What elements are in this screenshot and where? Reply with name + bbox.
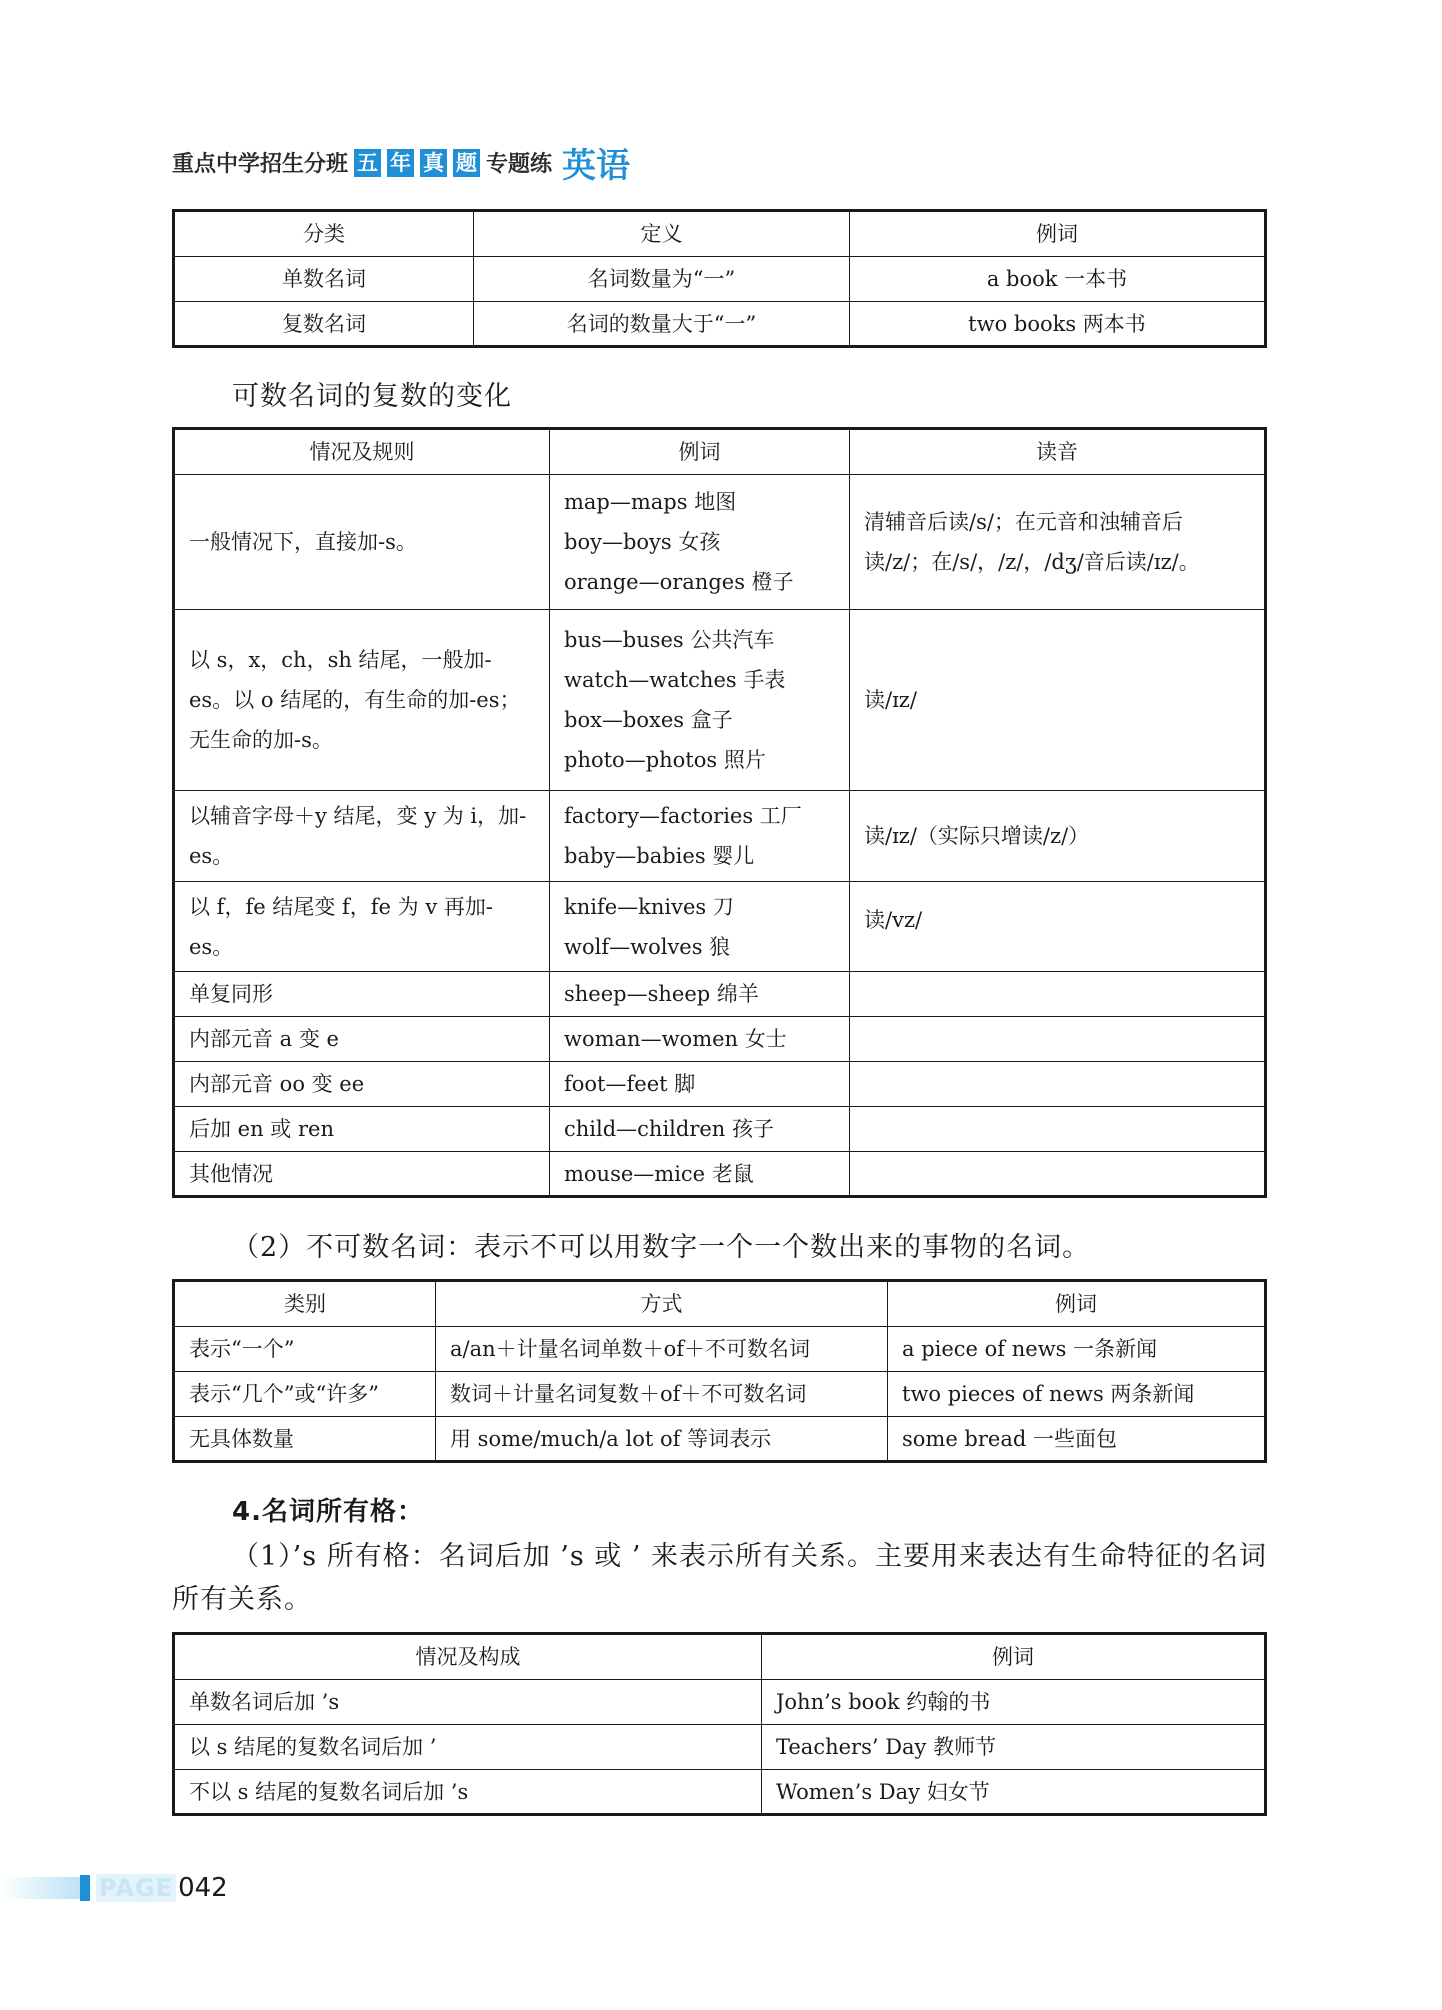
example-word: knife—knives 刀 (564, 894, 734, 919)
footer-accent-mark (80, 1875, 90, 1901)
table-cell: Women’s Day 妇女节 (762, 1770, 1266, 1815)
plural-rules-table (172, 427, 1267, 1198)
example-word: watch—watches 手表 (564, 668, 786, 692)
pronunciation-cell (850, 972, 1266, 1017)
pronunciation-cell: 读/ɪz/ (850, 610, 1266, 791)
table-cell: 用 some/much/a lot of 等词表示 (436, 1417, 888, 1462)
pronunciation-cell (850, 1017, 1266, 1062)
table-header-cell: 类别 (174, 1281, 436, 1327)
rule-cell: 内部元音 a 变 e (174, 1017, 550, 1062)
table-row (174, 1327, 1266, 1372)
table-header-cell: 读音 (850, 429, 1266, 475)
page-header (172, 138, 630, 187)
table-row (174, 475, 1266, 610)
rule-cell: 其他情况 (174, 1152, 550, 1197)
uncountable-section-title: （2）不可数名词：表示不可以用数字一个一个数出来的事物的名词。 (232, 1232, 1091, 1263)
table-header-cell: 例词 (550, 429, 850, 475)
example-word: factory—factories 工厂 (564, 804, 802, 828)
table-row (174, 972, 1266, 1017)
table-row (174, 302, 1266, 347)
table-header-cell: 情况及构成 (174, 1634, 762, 1680)
example-word: box—boxes 盒子 (564, 708, 733, 732)
table-row (174, 882, 1266, 972)
example-word: baby—babies 婴儿 (564, 844, 755, 868)
rule-cell: 以 s，x，ch，sh 结尾，一般加-es。以 o 结尾的，有生命的加-es；无生命的加-s。 (174, 610, 550, 791)
table-cell: two books 两本书 (850, 302, 1266, 347)
table-row (174, 1417, 1266, 1462)
table-cell: 不以 s 结尾的复数名词后加 ’s (174, 1770, 762, 1815)
table-row (174, 1017, 1266, 1062)
possessive-table (172, 1632, 1267, 1816)
examples-cell (550, 610, 850, 791)
page-footer (0, 1874, 228, 1902)
plural-section-title: 可数名词的复数的变化 (232, 381, 512, 412)
rule-cell: 以辅音字母＋y 结尾，变 y 为 i，加-es。 (174, 791, 550, 882)
table-cell: 数词＋计量名词复数＋of＋不可数名词 (436, 1372, 888, 1417)
header-box-3: 真 (420, 149, 447, 177)
footer-gradient-bar (0, 1877, 80, 1899)
table-row (174, 1680, 1266, 1725)
table-row (174, 1372, 1266, 1417)
rule-cell: 内部元音 oo 变 ee (174, 1062, 550, 1107)
table-header-row (174, 1281, 1266, 1327)
noun-number-table (172, 209, 1267, 348)
table-header-row (174, 1634, 1266, 1680)
table-cell: 无具体数量 (174, 1417, 436, 1462)
table-row (174, 1770, 1266, 1815)
uncountable-table (172, 1279, 1267, 1463)
header-box-2: 年 (387, 149, 414, 177)
table-cell: some bread 一些面包 (888, 1417, 1266, 1462)
rule-cell: 单复同形 (174, 972, 550, 1017)
possessive-section-title: 4.名词所有格： (232, 1497, 424, 1527)
table-cell: 名词数量为“一” (474, 257, 850, 302)
table-row (174, 791, 1266, 882)
rule-cell: 以 f，fe 结尾变 f，fe 为 v 再加-es。 (174, 882, 550, 972)
table-cell: 名词的数量大于“一” (474, 302, 850, 347)
table-header-cell: 分类 (174, 211, 474, 257)
example-word: orange—oranges 橙子 (564, 570, 794, 594)
table-header-cell: 例词 (888, 1281, 1266, 1327)
example-word: photo—photos 照片 (564, 748, 766, 772)
table-row (174, 257, 1266, 302)
example-word: boy—boys 女孩 (564, 530, 721, 554)
header-middle: 专题练 (486, 152, 553, 177)
pronunciation-cell (850, 1062, 1266, 1107)
table-header-cell: 例词 (762, 1634, 1266, 1680)
examples-cell: woman—women 女士 (550, 1017, 850, 1062)
table-cell: two pieces of news 两条新闻 (888, 1372, 1266, 1417)
header-subject: 英语 (562, 146, 631, 186)
table-row (174, 610, 1266, 791)
table-header-row (174, 429, 1266, 475)
table-header-row (174, 211, 1266, 257)
table-row (174, 1725, 1266, 1770)
table-row (174, 1062, 1266, 1107)
table-header-cell: 情况及规则 (174, 429, 550, 475)
table-header-cell: 例词 (850, 211, 1266, 257)
table-cell: 单数名词后加 ’s (174, 1680, 762, 1725)
examples-cell (550, 882, 850, 972)
header-box-4: 题 (453, 149, 480, 177)
example-word: wolf—wolves 狼 (564, 934, 731, 959)
examples-cell: sheep—sheep 绵羊 (550, 972, 850, 1017)
page-number: 042 (178, 1873, 228, 1903)
examples-cell: mouse—mice 老鼠 (550, 1152, 850, 1197)
table-cell: 单数名词 (174, 257, 474, 302)
header-box-1: 五 (354, 149, 381, 177)
pronunciation-cell: 读/vz/ (850, 882, 1266, 972)
table-row (174, 1107, 1266, 1152)
footer-page-word: PAGE (96, 1874, 176, 1902)
pronunciation-cell: 清辅音后读/s/；在元音和浊辅音后读/z/；在/s/，/z/，/dʒ/音后读/ɪz/。 (850, 475, 1266, 610)
table-cell: a/an＋计量名词单数＋of＋不可数名词 (436, 1327, 888, 1372)
table-cell: 复数名词 (174, 302, 474, 347)
possessive-text-line-1: （1）’s 所有格：名词后加 ’s 或 ’ 来表示所有关系。主要用来表达有生命特征的名词 (232, 1541, 1268, 1572)
table-row (174, 1152, 1266, 1197)
table-cell: a book 一本书 (850, 257, 1266, 302)
table-cell: Teachers’ Day 教师节 (762, 1725, 1266, 1770)
examples-cell (550, 791, 850, 882)
table-cell: a piece of news 一条新闻 (888, 1327, 1266, 1372)
header-prefix: 重点中学招生分班 (172, 152, 349, 177)
pronunciation-cell (850, 1107, 1266, 1152)
rule-cell: 一般情况下，直接加-s。 (174, 475, 550, 610)
possessive-text-line-2: 所有关系。 (172, 1584, 312, 1615)
pronunciation-cell (850, 1152, 1266, 1197)
pronunciation-cell: 读/ɪz/（实际只增读/z/） (850, 791, 1266, 882)
table-header-cell: 定义 (474, 211, 850, 257)
table-cell: 以 s 结尾的复数名词后加 ’ (174, 1725, 762, 1770)
table-cell: 表示“几个”或“许多” (174, 1372, 436, 1417)
table-cell: John’s book 约翰的书 (762, 1680, 1266, 1725)
examples-cell (550, 475, 850, 610)
table-header-cell: 方式 (436, 1281, 888, 1327)
rule-cell: 后加 en 或 ren (174, 1107, 550, 1152)
example-word: bus—buses 公共汽车 (564, 628, 775, 652)
examples-cell: child—children 孩子 (550, 1107, 850, 1152)
table-cell: 表示“一个” (174, 1327, 436, 1372)
example-word: map—maps 地图 (564, 490, 737, 514)
examples-cell: foot—feet 脚 (550, 1062, 850, 1107)
